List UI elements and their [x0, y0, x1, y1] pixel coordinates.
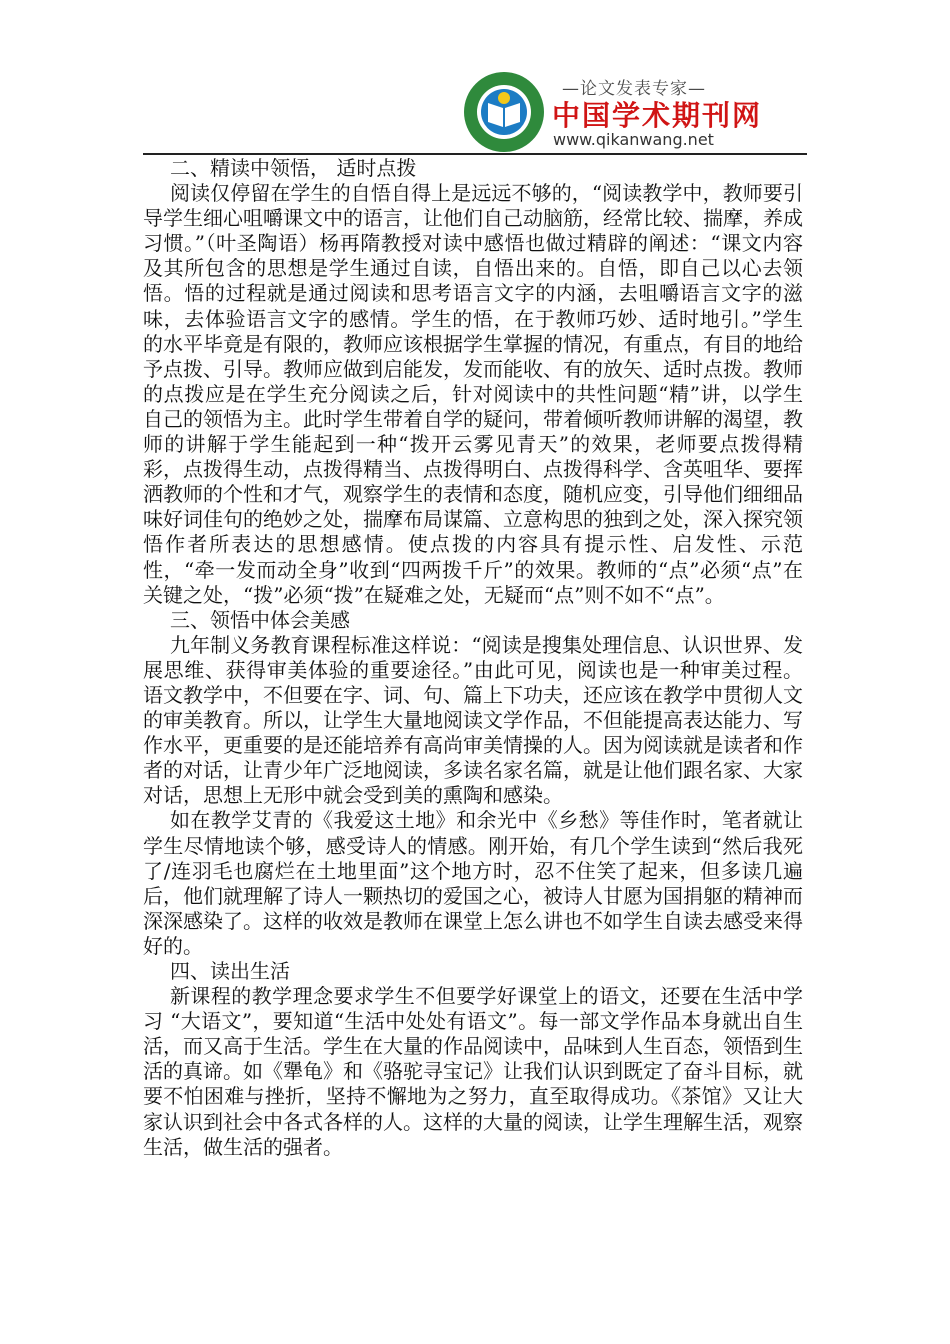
paragraph: 阅读仅停留在学生的自悟自得上是远远不够的，“阅读教学中，教师要引导学生细心咀嚼课文中的语言，让他们自己动脑筋，经常比较、揣摩，养成习惯。”（叶圣陶语）杨再隋教授对读中感悟也做过精辟的阐述：“课文内容及其所包含的思想是学生通过自读，自悟出来的。自悟，即自己以心去领悟。悟的过程就是通过阅读和思考语言文字的内涵，去咀嚼语言文字的滋味，去体验语言文字的感情。学生的悟，在于教师巧妙、适时地引。”学生的水平毕竟是有限的，教师应该根据学生掌握的情况，有重点，有目的地给予点拨、引导。教师应做到启能发，发而能收、有的放矢、适时点拨。教师的点拨应是在学生充分阅读之后，针对阅读中的共性问题“精”讲，以学生自己的领悟为主。此时学生带着自学的疑问，带着倾听教师讲解的渴望，教师的讲解于学生能起到一种“拨开云雾见青天”的效果，老师要点拨得精彩，点拨得生动，点拨得精当、点拨得明白、点拨得科学、含英咀华、要挥洒教师的个性和才气，观察学生的表情和态度，随机应变，引导他们细细品味好词佳句的绝妙之处，揣摩布局谋篇、立意构思的独到之处，深入探究领悟作者所表达的思想感情。使点拨的内容具有提示性、启发性、示范性，“牵一发而动全身”收到“四两拨千斤”的效果。教师的“点”必须“点”在关键之处，“拨”必须“拨”在疑难之处，无疑而“点”则不如不“点”。 [143, 181, 803, 607]
section-heading-4: 四、读出生活 [170, 959, 290, 983]
section-heading-2: 二、精读中领悟， 适时点拨 [170, 156, 417, 180]
brand-name: 中国学术期刊网 [552, 99, 763, 132]
article-body [143, 156, 803, 1160]
paragraph: 如在教学艾青的《我爱这土地》和余光中《乡愁》等佳作时，笔者就让学生尽情地读个够，感受诗人的情感。刚开始，有几个学生读到“然后我死了/连羽毛也腐烂在土地里面”这个地方时，忍不住笑了起来，但多读几遍后，他们就理解了诗人一颗热切的爱国之心，被诗人甘愿为国捐躯的精神而深深感染了。这样的收效是教师在课堂上怎么讲也不如学生自读去感受来得好的。 [143, 808, 803, 958]
brand-tagline: —论文发表专家— [562, 79, 706, 99]
qikanwang-logo-icon [462, 70, 546, 154]
header-divider [143, 153, 807, 155]
brand-url: www.qikanwang.net [553, 130, 714, 149]
paragraph: 新课程的教学理念要求学生不但要学好课堂上的语文，还要在生活中学习 “大语文”，要知道“生活中处处有语文”。每一部文学作品本身就出自生活，而又高于生活。学生在大量的作品阅读中，品味到人生百态，领悟到生活的真谛。如《犟龟》和《骆驼寻宝记》让我们认识到既定了奋斗目标，就要不怕困难与挫折，坚持不懈地为之努力，直至取得成功。《茶馆》又让大家认识到社会中各式各样的人。这样的大量的阅读，让学生理解生活，观察生活，做生活的强者。 [143, 984, 803, 1159]
section-heading-3: 三、领悟中体会美感 [170, 607, 350, 632]
page-header [0, 0, 950, 160]
paragraph: 九年制义务教育课程标准这样说：“阅读是搜集处理信息、认识世界、发展思维、获得审美体验的重要途径。”由此可见，阅读也是一种审美过程。语文教学中，不但要在字、词、句、篇上下功夫，还应该在教学中贯彻人文的审美教育。所以，让学生大量地阅读文学作品，不但能提高表达能力、写作水平，更重要的是还能培养有高尚审美情操的人。因为阅读就是读者和作者的对话，让青少年广泛地阅读，多读名家名篇，就是让他们跟名家、大家对话，思想上无形中就会受到美的熏陶和感染。 [143, 632, 803, 808]
